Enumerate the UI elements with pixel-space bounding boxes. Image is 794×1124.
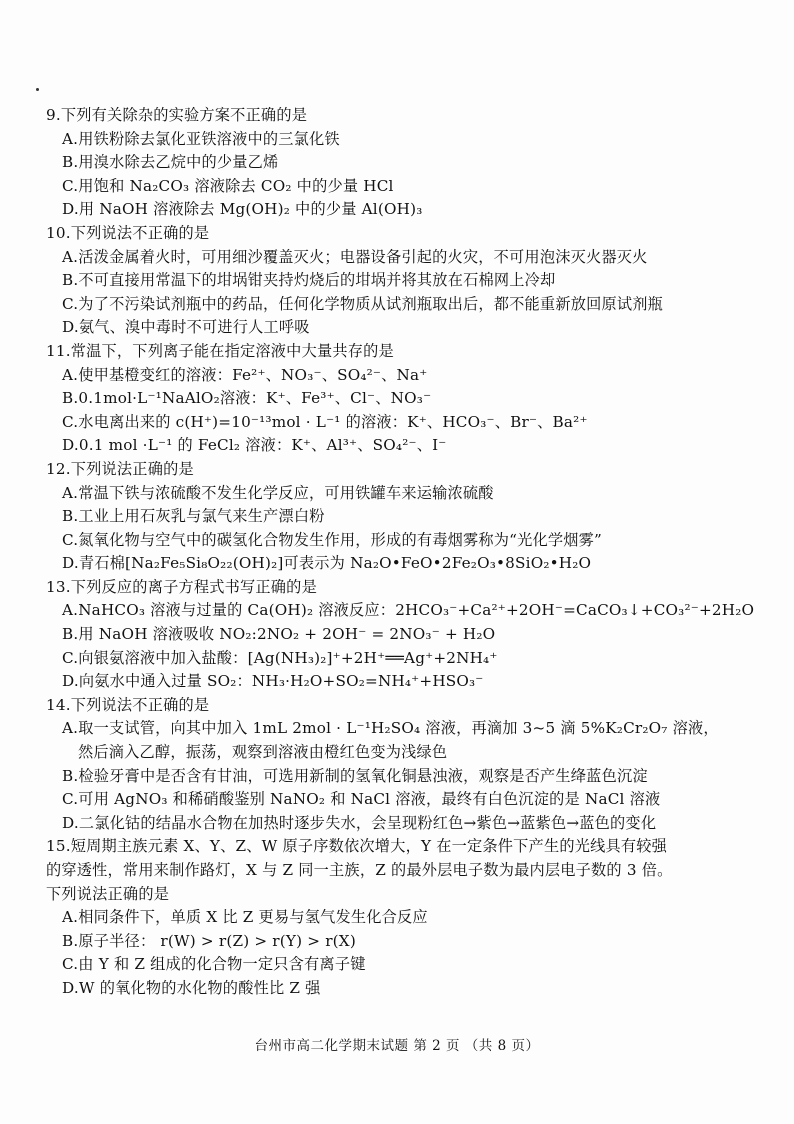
- q14-option-a-continued: 然后滴入乙醇，振荡，观察到溶液由橙红色变为浅绿色: [78, 743, 448, 762]
- q10-stem: 10.下列说法不正确的是: [46, 223, 210, 242]
- q9-option-c: C.用饱和 Na₂CO₃ 溶液除去 CO₂ 中的少量 HCl: [62, 176, 394, 195]
- page-footer: 台州市高二化学期末试题 第 2 页 （共 8 页）: [254, 1038, 540, 1054]
- q9-option-b: B.用溴水除去乙烷中的少量乙烯: [62, 153, 279, 172]
- q11-option-c: C.水电离出来的 c(H⁺)=10⁻¹³mol · L⁻¹ 的溶液：K⁺、HCO₃⁻、Br⁻、Ba²⁺: [62, 412, 588, 431]
- q13-option-b: B.用 NaOH 溶液吸收 NO₂:2NO₂ + 2OH⁻ = 2NO₃⁻ + H₂O: [62, 625, 496, 644]
- q13-option-d: D.向氨水中通入过量 SO₂：NH₃·H₂O+SO₂=NH₄⁺+HSO₃⁻: [62, 672, 484, 691]
- q15-stem-line-1: 15.短周期主族元素 X、Y、Z、W 原子序数依次增大，Y 在一定条件下产生的光线具有较强: [46, 837, 668, 856]
- q14-option-d: D.二氯化钴的结晶水合物在加热时逐步失水，会呈现粉红色→紫色→蓝紫色→蓝色的变化: [62, 813, 657, 832]
- question-list: [46, 104, 755, 1001]
- q15-stem-line-3: 下列说法正确的是: [46, 884, 170, 903]
- q10-option-c: C.为了不污染试剂瓶中的药品，任何化学物质从试剂瓶取出后，都不能重新放回原试剂瓶: [62, 294, 664, 313]
- q13-option-c: C.向银氨溶液中加入盐酸：[Ag(NH₃)₂]⁺+2H⁺══Ag⁺+2NH₄⁺: [62, 648, 498, 667]
- q15-option-d: D.W 的氧化物的水化物的酸性比 Z 强: [62, 978, 321, 997]
- q9-option-a: A.用铁粉除去氯化亚铁溶液中的三氯化铁: [62, 129, 340, 148]
- q15-stem-line-2: 的穿透性，常用来制作路灯，X 与 Z 同一主族，Z 的最外层电子数为最内层电子数的 3 倍。: [46, 861, 673, 879]
- q10-option-b: B.不可直接用常温下的坩埚钳夹持灼烧后的坩埚并将其放在石棉网上冷却: [62, 271, 556, 290]
- q12-option-b: B.工业上用石灰乳与氯气来生产漂白粉: [62, 507, 325, 526]
- q14-option-a: A.取一支试管，向其中加入 1mL 2mol · L⁻¹H₂SO₄ 溶液，再滴加 3~5 滴 5%K₂Cr₂O₇ 溶液，: [62, 719, 719, 738]
- q15-option-b: B.原子半径： r(W) > r(Z) > r(Y) > r(X): [62, 931, 356, 950]
- q15-option-c: C.由 Y 和 Z 组成的化合物一定只含有离子键: [62, 955, 366, 974]
- scan-speck: [36, 88, 39, 91]
- q12-stem: 12.下列说法正确的是: [46, 459, 194, 478]
- q9-option-d: D.用 NaOH 溶液除去 Mg(OH)₂ 中的少量 Al(OH)₃: [62, 200, 423, 219]
- q12-option-c: C.氮氧化物与空气中的碳氢化合物发生作用，形成的有毒烟雾称为“光化学烟雾”: [62, 530, 603, 549]
- q11-option-d: D.0.1 mol ·L⁻¹ 的 FeCl₂ 溶液：K⁺、Al³⁺、SO₄²⁻、I⁻: [62, 436, 447, 455]
- q11-option-b: B.0.1mol·L⁻¹NaAlO₂溶液：K⁺、Fe³⁺、Cl⁻、NO₃⁻: [62, 389, 432, 408]
- q15-option-a: A.相同条件下，单质 X 比 Z 更易与氢气发生化合反应: [62, 908, 428, 927]
- q14-stem: 14.下列说法不正确的是: [46, 695, 210, 714]
- q12-option-d: D.青石棉[Na₂Fe₅Si₈O₂₂(OH)₂]可表示为 Na₂O•FeO•2Fe₂O₃•8SiO₂•H₂O: [62, 554, 592, 573]
- q11-option-a: A.使甲基橙变红的溶液：Fe²⁺、NO₃⁻、SO₄²⁻、Na⁺: [62, 365, 428, 384]
- q10-option-a: A.活泼金属着火时，可用细沙覆盖灭火；电器设备引起的火灾，不可用泡沫灭火器灭火: [62, 247, 648, 266]
- q10-option-d: D.氨气、溴中毒时不可进行人工呼吸: [62, 318, 310, 337]
- q11-stem: 11.常温下，下列离子能在指定溶液中大量共存的是: [46, 341, 394, 360]
- q13-option-a: A.NaHCO₃ 溶液与过量的 Ca(OH)₂ 溶液反应：2HCO₃⁻+Ca²⁺+2OH⁻=CaCO₃↓+CO₃²⁻+2H₂O: [62, 601, 755, 620]
- q9-stem: 9.下列有关除杂的实验方案不正确的是: [46, 106, 308, 124]
- q14-option-c: C.可用 AgNO₃ 和稀硝酸鉴别 NaNO₂ 和 NaCl 溶液，最终有白色沉淀的是 NaCl 溶液: [62, 790, 661, 809]
- q13-stem: 13.下列反应的离子方程式书写正确的是: [46, 577, 317, 596]
- q12-option-a: A.常温下铁与浓硫酸不发生化学反应，可用铁罐车来运输浓硫酸: [62, 483, 494, 502]
- q14-option-b: B.检验牙膏中是否含有甘油，可选用新制的氢氧化铜悬浊液，观察是否产生绛蓝色沉淀: [62, 766, 648, 785]
